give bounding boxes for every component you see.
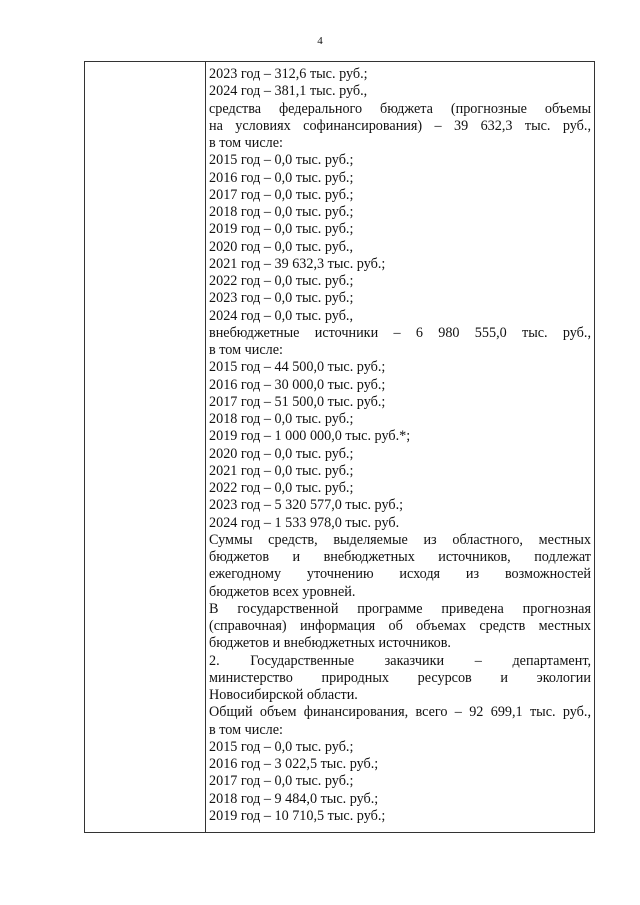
text-line: 2017 год – 51 500,0 тыс. руб.; (209, 393, 386, 410)
text-line: 2015 год – 44 500,0 тыс. руб.; (209, 359, 386, 376)
text-line: 2022 год – 0,0 тыс. руб.; (209, 273, 354, 289)
text-line: 2015 год – 0,0 тыс. руб.; (209, 738, 354, 755)
table-left-cell (85, 62, 206, 832)
text-line: на условиях софинансирования) – 39 632,3 тыс. руб., (209, 117, 591, 134)
text-line: (справочная) информация об объемах средств местных (209, 618, 591, 634)
text-line: министерство природных ресурсов и экологии (209, 669, 591, 686)
text-line: 2020 год – 0,0 тыс. руб., (209, 238, 354, 255)
text-line: 2021 год – 39 632,3 тыс. руб.; (209, 255, 386, 272)
text-line: 2023 год – 312,6 тыс. руб.; (209, 66, 368, 82)
text-line: в том числе: (209, 721, 283, 738)
text-line: 2018 год – 9 484,0 тыс. руб.; (209, 790, 379, 807)
text-line: 2024 год – 1 533 978,0 тыс. руб. (209, 514, 400, 531)
text-line: 2024 год – 381,1 тыс. руб., (209, 83, 368, 100)
text-line: бюджетов и внебюджетных источников, подлежат (209, 549, 591, 565)
text-line: 2021 год – 0,0 тыс. руб.; (209, 462, 354, 479)
text-line: В государственной программе приведена прогнозная (209, 600, 591, 617)
text-line: 2017 год – 0,0 тыс. руб.; (209, 773, 354, 790)
text-line: в том числе: (209, 135, 283, 151)
text-line: Суммы средств, выделяемые из областного, местных (209, 531, 591, 548)
text-line: 2015 год – 0,0 тыс. руб.; (209, 152, 354, 169)
text-line: 2017 год – 0,0 тыс. руб.; (209, 186, 354, 203)
text-line: 2019 год – 0,0 тыс. руб.; (209, 221, 354, 238)
text-line: 2018 год – 0,0 тыс. руб.; (209, 204, 354, 220)
text-line: 2019 год – 1 000 000,0 тыс. руб.*; (209, 428, 411, 445)
text-line: бюджетов и внебюджетных источников. (209, 635, 451, 652)
text-line: 2016 год – 3 022,5 тыс. руб.; (209, 756, 379, 772)
text-line: 2023 год – 0,0 тыс. руб.; (209, 290, 354, 307)
text-line: 2020 год – 0,0 тыс. руб.; (209, 445, 354, 462)
table-right-cell (209, 66, 591, 825)
page-number: 4 (317, 35, 323, 47)
text-line: 2018 год – 0,0 тыс. руб.; (209, 411, 354, 427)
text-line: 2019 год – 10 710,5 тыс. руб.; (209, 807, 386, 824)
funding-table (84, 61, 595, 833)
text-line: средства федерального бюджета (прогнозные объемы (209, 100, 591, 117)
text-line: Общий объем финансирования, всего – 92 699,1 тыс. руб., (209, 704, 591, 721)
text-line: 2024 год – 0,0 тыс. руб., (209, 307, 354, 324)
text-line: 2023 год – 5 320 577,0 тыс. руб.; (209, 497, 404, 514)
text-line: Новосибирской области. (209, 687, 358, 703)
text-line: 2. Государственные заказчики – департамент, (209, 652, 591, 669)
text-line: 2016 год – 30 000,0 тыс. руб.; (209, 376, 386, 393)
text-line: внебюджетные источники – 6 980 555,0 тыс. руб., (209, 324, 591, 341)
text-line: ежегодному уточнению исходя из возможностей (209, 566, 591, 583)
text-line: 2022 год – 0,0 тыс. руб.; (209, 480, 354, 496)
text-line: 2016 год – 0,0 тыс. руб.; (209, 169, 354, 186)
text-line: в том числе: (209, 342, 283, 358)
text-line: бюджетов всех уровней. (209, 583, 356, 600)
